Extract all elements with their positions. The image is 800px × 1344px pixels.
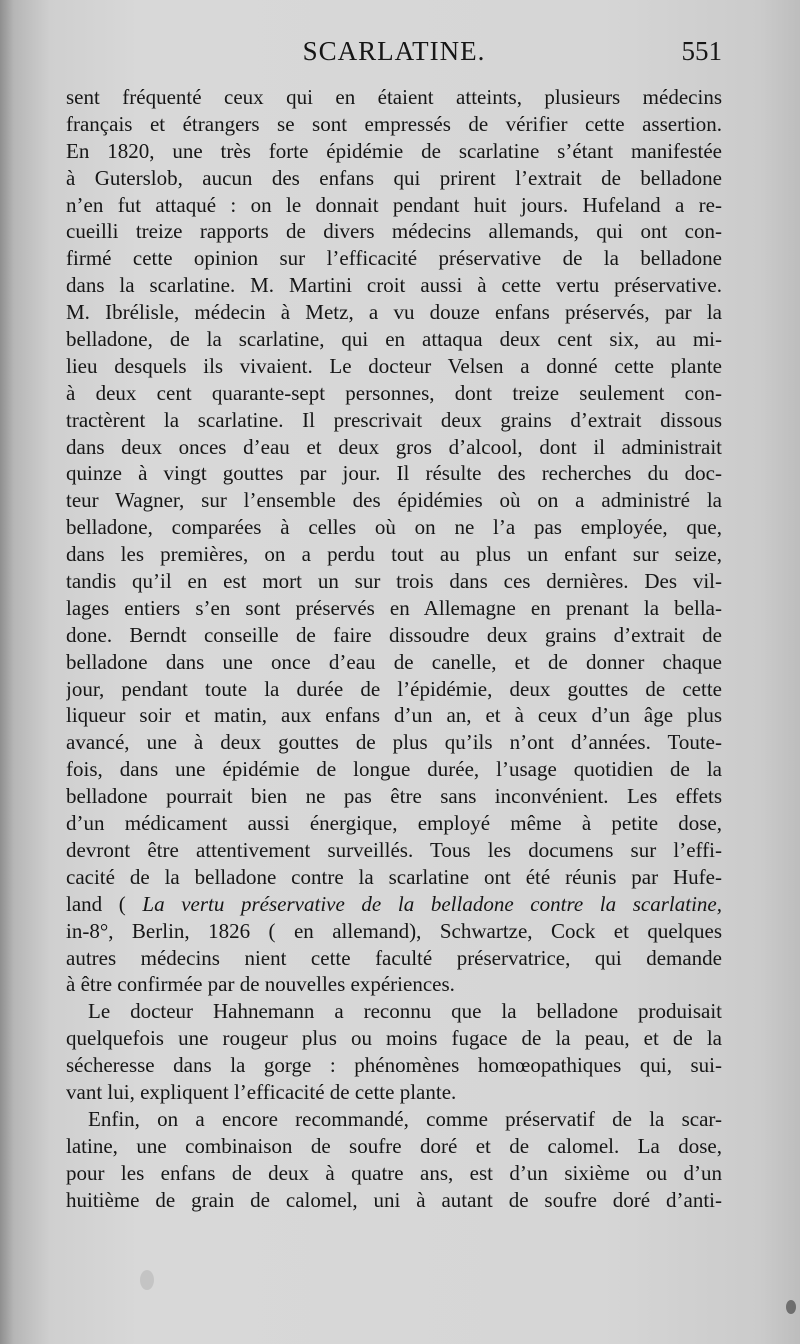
text-line: lieu desquels ils vivaient. Le docteur Velsen a donné cette plante xyxy=(66,353,722,378)
text-line: cacité de la belladone contre la scarlatine ont été réunis par Hufe- xyxy=(66,864,722,889)
text-line: avancé, une à deux gouttes de plus qu’ils n’ont d’années. Toute- xyxy=(66,730,722,755)
text-line: belladone dans une once d’eau de canelle, et de donner chaque xyxy=(66,649,722,674)
text-line: land ( La vertu préservative de la belladone contre la scarlatine, xyxy=(66,891,722,916)
text-line: dans la scarlatine. M. Martini croit aussi à cette vertu préservative. xyxy=(66,273,722,298)
text-line: cueilli treize rapports de divers médecins allemands, qui ont con- xyxy=(66,219,722,244)
text-line: dans deux onces d’eau et deux gros d’alcool, dont il administrait xyxy=(66,434,722,459)
text-line: belladone, de la scarlatine, qui en attaqua deux cent six, au mi- xyxy=(66,327,722,352)
text-line: liqueur soir et matin, aux enfans d’un an, et à ceux d’un âge plus xyxy=(66,703,722,728)
text-line: fois, dans une épidémie de longue durée, l’usage quotidien de la xyxy=(66,757,722,782)
text-line: à deux cent quarante-sept personnes, dont treize seulement con- xyxy=(66,380,722,405)
text-line: lages entiers s’en sont préservés en Allemagne en prenant la bella- xyxy=(66,595,722,620)
text-line: Le docteur Hahnemann a reconnu que la belladone produisait xyxy=(88,999,722,1024)
page-smudge xyxy=(786,1300,796,1314)
text-line: huitième de grain de calomel, uni à autant de soufre doré d’anti- xyxy=(66,1187,722,1212)
text-line: pour les enfans de deux à quatre ans, est d’un sixième ou d’un xyxy=(66,1160,722,1185)
text-line: sent fréquenté ceux qui en étaient atteints, plusieurs médecins xyxy=(66,85,722,109)
text-line: quinze à vingt gouttes par jour. Il résulte des recherches du doc- xyxy=(66,461,722,486)
text-line: teur Wagner, sur l’ensemble des épidémies où on a administré la xyxy=(66,488,722,513)
text-line: latine, une combinaison de soufre doré et de calomel. La dose, xyxy=(66,1133,722,1158)
text-line: à Guterslob, aucun des enfans qui prirent l’extrait de belladone xyxy=(66,165,722,190)
text-line: devront être attentivement surveillés. Tous les documens sur l’effi- xyxy=(66,837,722,862)
text-line: En 1820, une très forte épidémie de scarlatine s’étant manifestée xyxy=(66,138,722,163)
text-line: belladone, comparées à celles où on ne l’a pas employée, que, xyxy=(66,515,722,540)
text-line: M. Ibrélisle, médecin à Metz, a vu douze enfans préservés, par la xyxy=(66,300,722,325)
text-line: dans les premières, on a perdu tout au plus un enfant sur seize, xyxy=(66,542,722,567)
text-line: Enfin, on a encore recommandé, comme préservatif de la scar- xyxy=(88,1106,722,1131)
text-line: autres médecins nient cette faculté préservatrice, qui demande xyxy=(66,945,722,970)
text-line: firmé cette opinion sur l’efficacité préservative de la belladone xyxy=(66,246,722,271)
text-line: d’un médicament aussi énergique, employé même à petite dose, xyxy=(66,811,722,836)
text-line: in-8°, Berlin, 1826 ( en allemand), Schwartze, Cock et quelques xyxy=(66,918,722,943)
body-text xyxy=(66,84,722,1213)
text-line: sécheresse dans la gorge : phénomènes homœopathiques qui, sui- xyxy=(66,1053,722,1078)
text-line: n’en fut attaqué : on le donnait pendant huit jours. Hufeland a re- xyxy=(66,192,722,217)
page-smudge xyxy=(140,1270,154,1290)
text-line: belladone pourrait bien ne pas être sans inconvénient. Les effets xyxy=(66,784,722,809)
text-line: done. Berndt conseille de faire dissoudre deux grains d’extrait de xyxy=(66,622,722,647)
text-line: jour, pendant toute la durée de l’épidémie, deux gouttes de cette xyxy=(66,676,722,701)
running-title: SCARLATINE. xyxy=(302,36,486,66)
text-line: français et étrangers se sont empressés de vérifier cette assertion. xyxy=(66,111,722,136)
text-line: quelquefois une rougeur plus ou moins fugace de la peau, et de la xyxy=(66,1026,722,1051)
text-line: tractèrent la scarlatine. Il prescrivait deux grains d’extrait dissous xyxy=(66,407,722,432)
page-header xyxy=(66,36,722,76)
text-line: tandis qu’il en est mort un sur trois dans ces dernières. Des vil- xyxy=(66,569,722,594)
page-number: 551 xyxy=(681,36,722,66)
cited-title: La vertu préservative de la belladone contre la scarlatine, xyxy=(142,891,722,916)
text-line: vant lui, expliquent l’efficacité de cette plante. xyxy=(66,1079,457,1104)
text-line: à être confirmée par de nouvelles expériences. xyxy=(66,972,455,997)
